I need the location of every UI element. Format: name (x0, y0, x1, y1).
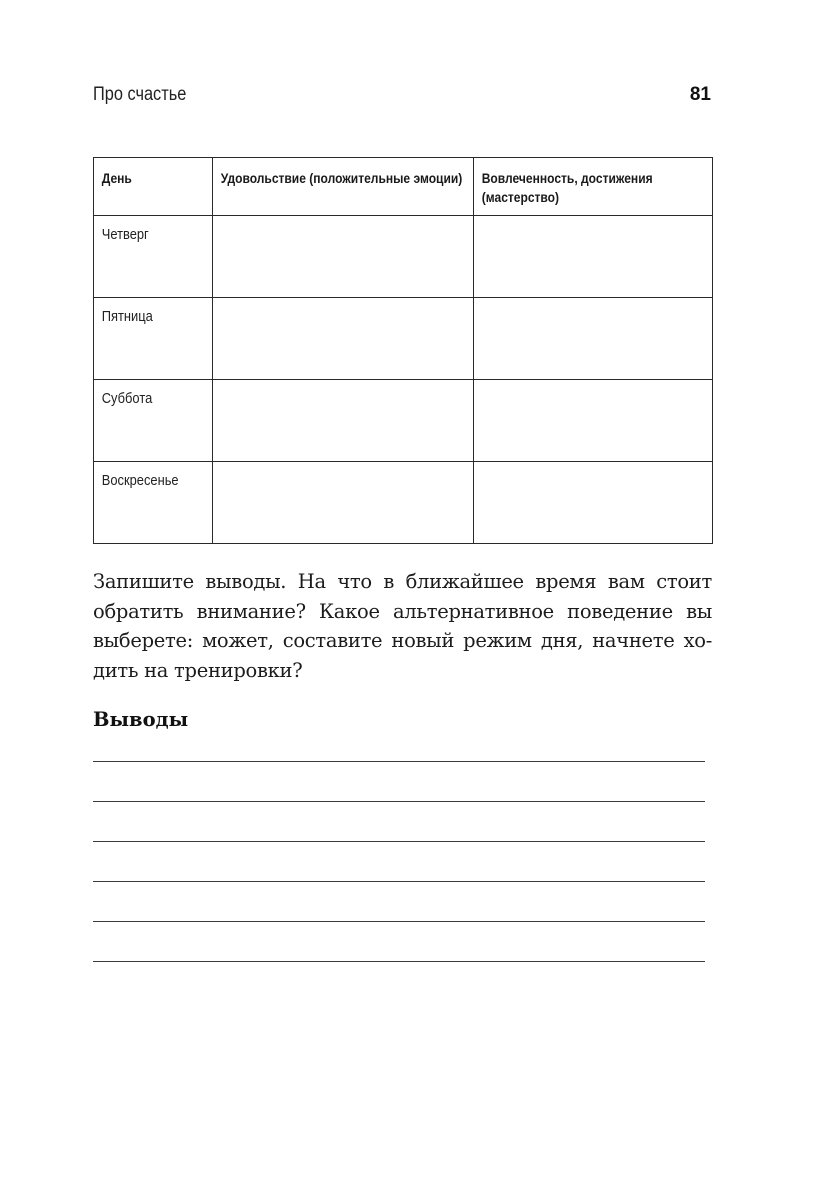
conclusion-write-line[interactable] (93, 921, 705, 922)
pleasure-cell[interactable] (213, 216, 474, 298)
engagement-cell[interactable] (474, 462, 713, 544)
conclusion-write-line[interactable] (93, 881, 705, 882)
engagement-cell[interactable] (474, 380, 713, 462)
instructions-paragraph (93, 567, 712, 685)
table-row (94, 298, 713, 380)
conclusion-write-line[interactable] (93, 961, 705, 962)
day-cell: Пятница (94, 298, 213, 380)
running-title: Про счастье (93, 84, 187, 105)
page-number: 81 (689, 84, 711, 105)
pleasure-cell[interactable] (213, 380, 474, 462)
conclusions-heading: Выводы (93, 708, 189, 731)
instructions-line: обратить внимание? Какое альтернативное поведение вы (93, 599, 712, 623)
instructions-line: Запишите выводы. На что в ближайшее время вам стоит (93, 570, 712, 593)
conclusion-write-line[interactable] (93, 841, 705, 842)
table-row (94, 462, 713, 544)
table-header-row (94, 158, 713, 216)
day-cell: Суббота (94, 380, 213, 462)
pleasure-cell[interactable] (213, 298, 474, 380)
pleasure-cell[interactable] (213, 462, 474, 544)
day-cell: Воскресенье (94, 462, 213, 544)
daily-tracker-table (93, 157, 713, 544)
conclusion-write-line[interactable] (93, 801, 705, 802)
column-header-day: День (94, 158, 213, 216)
column-header-pleasure: Удовольствие (положительные эмоции) (213, 158, 474, 216)
day-cell: Четверг (94, 216, 213, 298)
engagement-cell[interactable] (474, 216, 713, 298)
conclusion-write-line[interactable] (93, 761, 705, 762)
instructions-line: дить на тренировки? (93, 658, 303, 682)
instructions-line: выберете: может, составите новый режим дня, начнете хо- (93, 629, 712, 652)
table-row (94, 216, 713, 298)
table-row (94, 380, 713, 462)
column-header-engagement: Вовлеченность, достижения (мастерство) (474, 158, 713, 216)
engagement-cell[interactable] (474, 298, 713, 380)
